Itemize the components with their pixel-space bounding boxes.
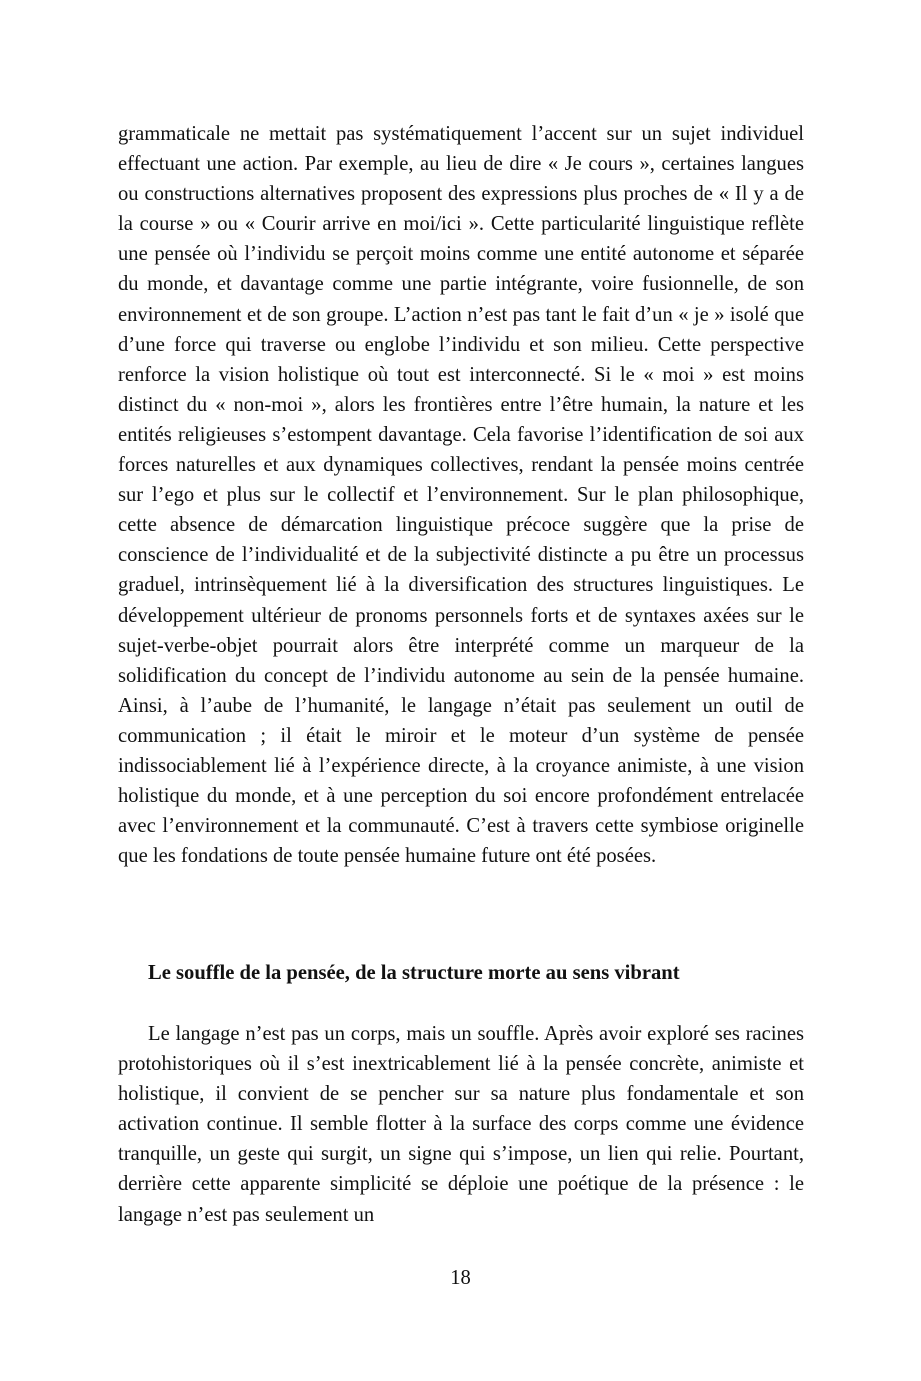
body-paragraph-continuation: grammaticale ne mettait pas systématiquement l’accent sur un sujet individuel effectuant une action. Par exemple, au lieu de dire « Je cours », certaines langues ou constructions alternatives proposent des expressions plus proches de « Il y a de la course » ou « Courir arrive en moi/ici ». Cette particularité linguistique reflète une pensée où l’individu se perçoit moins comme une entité autonome et séparée du monde, et davantage comme une partie intégrante, voire fusionnelle, de son environnement et de son groupe. L’action n’est pas tant le fait d’un « je » isolé que d’une force qui traverse ou englobe l’individu et son milieu. Cette perspective renforce la vision holistique où tout est interconnecté. Si le « moi » est moins distinct du « non-moi », alors les frontières entre l’être humain, la nature et les entités religieuses s’estompent davantage. Cela favorise l’identification de soi aux forces naturelles et aux dynamiques collectives, rendant la pensée moins centrée sur l’ego et plus sur le collectif et l’environnement. Sur le plan philosophique, cette absence de démarcation linguistique précoce suggère que la prise de conscience de l’individualité et de la subjectivité distincte a pu être un processus graduel, intrinsèquement lié à la diversification des structures linguistiques. Le développement ultérieur de pronoms personnels forts et de syntaxes axées sur le sujet-verbe-objet pourrait alors être interprété comme un marqueur de la solidification du concept de l’individu autonome au sein de la pensée humaine. Ainsi, à l’aube de l’humanité, le langage n’était pas seulement un outil de communication ; il était le miroir et le moteur d’un système de pensée indissociablement lié à l’expérience directe, à la croyance animiste, à une vision holistique du monde, et à une perception du soi encore profondément entrelacée avec l’environnement et la communauté. C’est à travers cette symbiose originelle que les fondations de toute pensée humaine future ont été posées.: [118, 123, 804, 868]
page-number: 18: [450, 1267, 471, 1289]
body-paragraph: Le langage n’est pas un corps, mais un souffle. Après avoir exploré ses racines protohistoriques où il s’est inextricablement lié à la pensée concrète, animiste et holistique, il convient de se pencher sur sa nature plus fondamentale et son activation continue. Il semble flotter à la surface des corps comme une évidence tranquille, un geste qui surgit, un signe qui s’impose, un lien qui relie. Pourtant, derrière cette apparente simplicité se déploie une poétique de la présence : le langage n’est pas seulement un: [118, 1023, 804, 1226]
section-heading: Le souffle de la pensée, de la structure morte au sens vibrant: [148, 962, 680, 984]
